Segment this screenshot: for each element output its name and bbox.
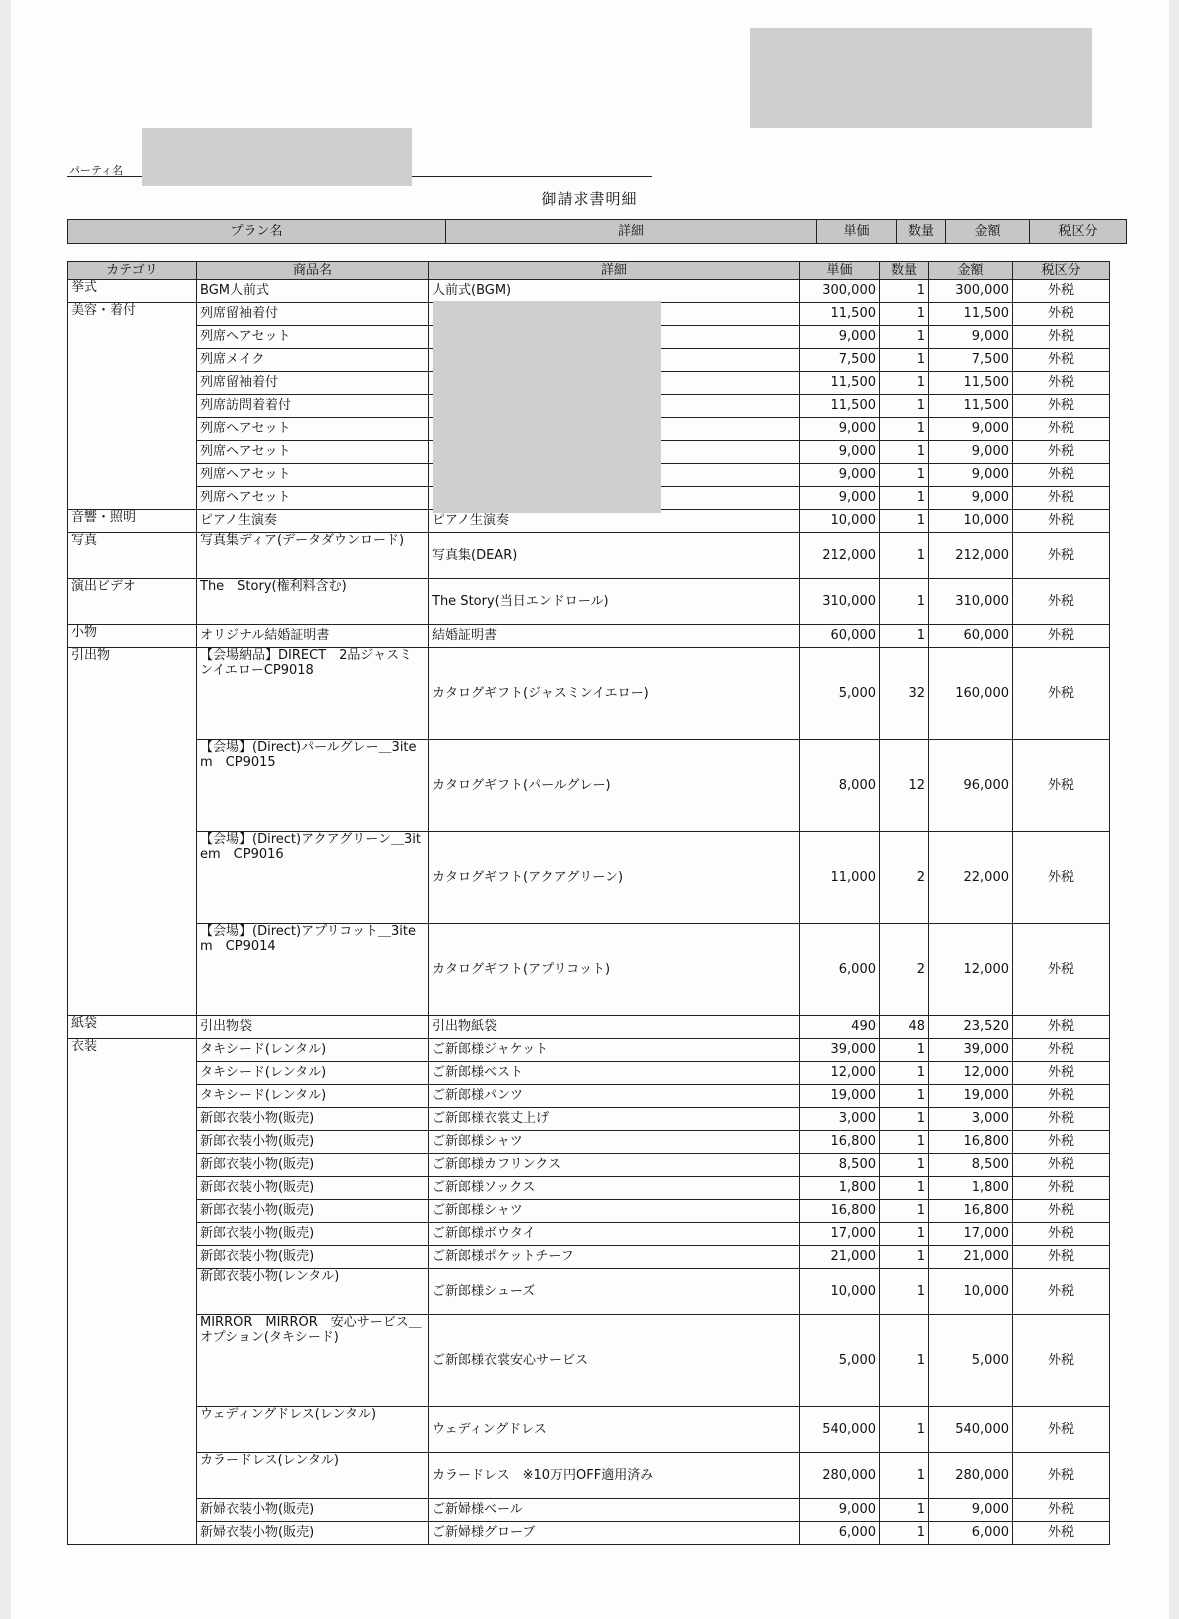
category-cell — [68, 1108, 197, 1131]
unit-price-cell: 540,000 — [800, 1407, 880, 1453]
quantity-cell: 1 — [880, 372, 929, 395]
amount-cell: 9,000 — [929, 1499, 1013, 1522]
unit-price-cell: 11,500 — [800, 395, 880, 418]
item-name-cell: 列席ヘアセット — [197, 487, 429, 510]
amount-cell: 10,000 — [929, 510, 1013, 533]
table-row — [68, 1085, 1110, 1108]
tax-type-cell: 外税 — [1013, 395, 1110, 418]
item-name-cell: 新郎衣装小物(販売) — [197, 1246, 429, 1269]
quantity-cell: 1 — [880, 1453, 929, 1499]
table-row — [68, 1499, 1110, 1522]
amount-cell: 60,000 — [929, 625, 1013, 648]
quantity-cell: 1 — [880, 280, 929, 303]
tax-type-cell: 外税 — [1013, 1108, 1110, 1131]
unit-price-cell: 9,000 — [800, 1499, 880, 1522]
table-row — [68, 1407, 1110, 1453]
tax-type-cell: 外税 — [1013, 924, 1110, 1016]
amount-cell: 7,500 — [929, 349, 1013, 372]
amount-cell: 22,000 — [929, 832, 1013, 924]
category-cell — [68, 1269, 197, 1315]
unit-price-cell: 9,000 — [800, 441, 880, 464]
tax-type-cell: 外税 — [1013, 1499, 1110, 1522]
category-cell — [68, 464, 197, 487]
plan-header-plan-name: プラン名 — [68, 220, 446, 244]
unit-price-cell: 5,000 — [800, 648, 880, 740]
item-name-cell: 【会場】(Direct)パールグレー＿3item CP9015 — [197, 740, 429, 832]
tax-type-cell: 外税 — [1013, 280, 1110, 303]
category-cell — [68, 487, 197, 510]
plan-table — [67, 219, 1127, 244]
amount-cell: 96,000 — [929, 740, 1013, 832]
quantity-cell: 1 — [880, 349, 929, 372]
amount-cell: 310,000 — [929, 579, 1013, 625]
quantity-cell: 1 — [880, 1499, 929, 1522]
category-cell — [68, 740, 197, 832]
item-name-cell: 列席ヘアセット — [197, 326, 429, 349]
tax-type-cell: 外税 — [1013, 326, 1110, 349]
amount-cell: 11,500 — [929, 395, 1013, 418]
detail-cell: 写真集(DEAR) — [429, 533, 800, 579]
item-name-cell: ピアノ生演奏 — [197, 510, 429, 533]
item-name-cell: 列席ヘアセット — [197, 418, 429, 441]
detail-cell: ご新郎様ジャケット — [429, 1039, 800, 1062]
document-title: 御請求書明細 — [541, 190, 638, 208]
quantity-cell: 1 — [880, 1407, 929, 1453]
detail-cell: ご新郎様ポケットチーフ — [429, 1246, 800, 1269]
amount-cell: 6,000 — [929, 1522, 1013, 1545]
quantity-cell: 1 — [880, 395, 929, 418]
category-cell — [68, 349, 197, 372]
tax-type-cell: 外税 — [1013, 464, 1110, 487]
quantity-cell: 1 — [880, 1522, 929, 1545]
item-name-cell: タキシード(レンタル) — [197, 1085, 429, 1108]
tax-type-cell: 外税 — [1013, 1154, 1110, 1177]
category-cell — [68, 1407, 197, 1453]
unit-price-cell: 16,800 — [800, 1200, 880, 1223]
unit-price-cell: 212,000 — [800, 533, 880, 579]
item-name-cell: 新婦衣装小物(販売) — [197, 1522, 429, 1545]
detail-cell: カタログギフト(アクアグリーン) — [429, 832, 800, 924]
item-name-cell: 新郎衣装小物(販売) — [197, 1177, 429, 1200]
category-cell — [68, 1499, 197, 1522]
category-cell — [68, 418, 197, 441]
tax-type-cell: 外税 — [1013, 1200, 1110, 1223]
item-name-cell: 列席ヘアセット — [197, 464, 429, 487]
table-row — [68, 579, 1110, 625]
category-cell — [68, 1085, 197, 1108]
category-cell — [68, 1223, 197, 1246]
unit-price-cell: 9,000 — [800, 326, 880, 349]
plan-header-price: 単価 — [817, 220, 897, 244]
quantity-cell: 1 — [880, 533, 929, 579]
unit-price-cell: 10,000 — [800, 1269, 880, 1315]
detail-cell: ご新郎様シューズ — [429, 1269, 800, 1315]
category-cell — [68, 441, 197, 464]
detail-cell: 結婚証明書 — [429, 625, 800, 648]
unit-price-cell: 280,000 — [800, 1453, 880, 1499]
table-row — [68, 924, 1110, 1016]
item-name-cell: The Story(権利料含む) — [197, 579, 429, 625]
amount-cell: 5,000 — [929, 1315, 1013, 1407]
category-cell — [68, 1315, 197, 1407]
tax-type-cell: 外税 — [1013, 510, 1110, 533]
table-row — [68, 625, 1110, 648]
item-name-cell: 新婦衣装小物(販売) — [197, 1499, 429, 1522]
category-cell — [68, 326, 197, 349]
tax-type-cell: 外税 — [1013, 832, 1110, 924]
table-row — [68, 1108, 1110, 1131]
quantity-cell: 32 — [880, 648, 929, 740]
detail-cell: 人前式(BGM) — [429, 280, 800, 303]
detail-cell: 引出物紙袋 — [429, 1016, 800, 1039]
quantity-cell: 1 — [880, 625, 929, 648]
tax-type-cell: 外税 — [1013, 1085, 1110, 1108]
quantity-cell: 1 — [880, 1269, 929, 1315]
table-row — [68, 1016, 1110, 1039]
unit-price-cell: 11,500 — [800, 303, 880, 326]
amount-cell: 17,000 — [929, 1223, 1013, 1246]
plan-header-tax: 税区分 — [1030, 220, 1127, 244]
tax-type-cell: 外税 — [1013, 648, 1110, 740]
table-row — [68, 1200, 1110, 1223]
unit-price-cell: 6,000 — [800, 924, 880, 1016]
detail-cell: カラードレス ※10万円OFF適用済み — [429, 1453, 800, 1499]
item-name-cell: オリジナル結婚証明書 — [197, 625, 429, 648]
amount-cell: 9,000 — [929, 487, 1013, 510]
amount-cell: 9,000 — [929, 441, 1013, 464]
category-cell — [68, 1200, 197, 1223]
item-name-cell: MIRROR MIRROR 安心サービス＿オプション(タキシード) — [197, 1315, 429, 1407]
tax-type-cell: 外税 — [1013, 1016, 1110, 1039]
quantity-cell: 1 — [880, 579, 929, 625]
category-cell — [68, 832, 197, 924]
amount-cell: 160,000 — [929, 648, 1013, 740]
category-cell — [68, 372, 197, 395]
detail-cell: カタログギフト(アプリコット) — [429, 924, 800, 1016]
item-name-cell: 写真集ディア(データダウンロード) — [197, 533, 429, 579]
unit-price-cell: 490 — [800, 1016, 880, 1039]
unit-price-cell: 16,800 — [800, 1131, 880, 1154]
table-row — [68, 533, 1110, 579]
plan-header-detail: 詳細 — [446, 220, 817, 244]
tax-type-cell: 外税 — [1013, 303, 1110, 326]
unit-price-cell: 9,000 — [800, 418, 880, 441]
amount-cell: 1,800 — [929, 1177, 1013, 1200]
quantity-cell: 1 — [880, 1200, 929, 1223]
quantity-cell: 2 — [880, 832, 929, 924]
tax-type-cell: 外税 — [1013, 418, 1110, 441]
detail-cell: The Story(当日エンドロール) — [429, 579, 800, 625]
detail-cell: ウェディングドレス — [429, 1407, 800, 1453]
category-cell: 紙袋 — [68, 1016, 197, 1039]
quantity-cell: 1 — [880, 1131, 929, 1154]
amount-cell: 11,500 — [929, 303, 1013, 326]
unit-price-cell: 12,000 — [800, 1062, 880, 1085]
category-cell: 写真 — [68, 533, 197, 579]
header-category: カテゴリ — [68, 262, 197, 280]
table-row — [68, 1246, 1110, 1269]
quantity-cell: 1 — [880, 1177, 929, 1200]
detail-cell: ご新郎様パンツ — [429, 1085, 800, 1108]
category-cell: 挙式 — [68, 280, 197, 303]
detail-cell: ご新婦様ベール — [429, 1499, 800, 1522]
amount-cell: 39,000 — [929, 1039, 1013, 1062]
item-name-cell: 新郎衣装小物(レンタル) — [197, 1269, 429, 1315]
table-row — [68, 1223, 1110, 1246]
amount-cell: 9,000 — [929, 326, 1013, 349]
tax-type-cell: 外税 — [1013, 372, 1110, 395]
detail-cell: ご新郎様衣裳安心サービス — [429, 1315, 800, 1407]
amount-cell: 10,000 — [929, 1269, 1013, 1315]
tax-type-cell: 外税 — [1013, 349, 1110, 372]
item-name-cell: 列席メイク — [197, 349, 429, 372]
quantity-cell: 2 — [880, 924, 929, 1016]
redacted-block-top-right — [750, 28, 1092, 128]
tax-type-cell: 外税 — [1013, 1269, 1110, 1315]
item-name-cell: 新郎衣装小物(販売) — [197, 1200, 429, 1223]
detail-cell: ご新郎様シャツ — [429, 1200, 800, 1223]
table-row — [68, 1453, 1110, 1499]
table-row — [68, 280, 1110, 303]
quantity-cell: 1 — [880, 1085, 929, 1108]
tax-type-cell: 外税 — [1013, 1407, 1110, 1453]
unit-price-cell: 11,000 — [800, 832, 880, 924]
item-name-cell: 【会場】(Direct)アクアグリーン＿3item CP9016 — [197, 832, 429, 924]
table-row — [68, 1522, 1110, 1545]
unit-price-cell: 21,000 — [800, 1246, 880, 1269]
tax-type-cell: 外税 — [1013, 1131, 1110, 1154]
tax-type-cell: 外税 — [1013, 1522, 1110, 1545]
detail-cell: ピアノ生演奏 — [429, 510, 800, 533]
table-row — [68, 832, 1110, 924]
amount-cell: 280,000 — [929, 1453, 1013, 1499]
plan-header-qty: 数量 — [897, 220, 946, 244]
amount-cell: 8,500 — [929, 1154, 1013, 1177]
quantity-cell: 48 — [880, 1016, 929, 1039]
unit-price-cell: 19,000 — [800, 1085, 880, 1108]
item-name-cell: 列席訪問着着付 — [197, 395, 429, 418]
detail-cell: ご新郎様カフリンクス — [429, 1154, 800, 1177]
table-row — [68, 1315, 1110, 1407]
unit-price-cell: 7,500 — [800, 349, 880, 372]
item-name-cell: 新郎衣装小物(販売) — [197, 1108, 429, 1131]
tax-type-cell: 外税 — [1013, 487, 1110, 510]
item-name-cell: 新郎衣装小物(販売) — [197, 1131, 429, 1154]
tax-type-cell: 外税 — [1013, 1223, 1110, 1246]
category-cell: 引出物 — [68, 648, 197, 740]
item-name-cell: 新郎衣装小物(販売) — [197, 1223, 429, 1246]
unit-price-cell: 11,500 — [800, 372, 880, 395]
tax-type-cell: 外税 — [1013, 1453, 1110, 1499]
amount-cell: 540,000 — [929, 1407, 1013, 1453]
amount-cell: 16,800 — [929, 1200, 1013, 1223]
quantity-cell: 1 — [880, 510, 929, 533]
redacted-detail-block — [433, 301, 661, 513]
unit-price-cell: 310,000 — [800, 579, 880, 625]
quantity-cell: 1 — [880, 1223, 929, 1246]
quantity-cell: 1 — [880, 464, 929, 487]
amount-cell: 300,000 — [929, 280, 1013, 303]
tax-type-cell: 外税 — [1013, 740, 1110, 832]
table-row — [68, 1154, 1110, 1177]
detail-cell: カタログギフト(パールグレー) — [429, 740, 800, 832]
quantity-cell: 1 — [880, 1108, 929, 1131]
party-name-label: パーティ名 — [69, 164, 124, 177]
item-name-cell: タキシード(レンタル) — [197, 1039, 429, 1062]
plan-header-amount: 金額 — [946, 220, 1030, 244]
unit-price-cell: 10,000 — [800, 510, 880, 533]
table-row — [68, 1177, 1110, 1200]
quantity-cell: 1 — [880, 441, 929, 464]
amount-cell: 3,000 — [929, 1108, 1013, 1131]
item-name-cell: 【会場】(Direct)アプリコット＿3item CP9014 — [197, 924, 429, 1016]
amount-cell: 12,000 — [929, 924, 1013, 1016]
category-cell — [68, 395, 197, 418]
detail-cell: ご新郎様ソックス — [429, 1177, 800, 1200]
unit-price-cell: 5,000 — [800, 1315, 880, 1407]
item-name-cell: 列席ヘアセット — [197, 441, 429, 464]
tax-type-cell: 外税 — [1013, 625, 1110, 648]
amount-cell: 11,500 — [929, 372, 1013, 395]
unit-price-cell: 9,000 — [800, 487, 880, 510]
tax-type-cell: 外税 — [1013, 579, 1110, 625]
quantity-cell: 1 — [880, 418, 929, 441]
quantity-cell: 1 — [880, 1315, 929, 1407]
category-cell — [68, 1453, 197, 1499]
item-name-cell: BGM人前式 — [197, 280, 429, 303]
tax-type-cell: 外税 — [1013, 1039, 1110, 1062]
unit-price-cell: 8,000 — [800, 740, 880, 832]
amount-cell: 23,520 — [929, 1016, 1013, 1039]
amount-cell: 21,000 — [929, 1246, 1013, 1269]
item-name-cell: タキシード(レンタル) — [197, 1062, 429, 1085]
header-tax-type: 税区分 — [1013, 262, 1110, 280]
amount-cell: 12,000 — [929, 1062, 1013, 1085]
category-cell: 美容・着付 — [68, 303, 197, 326]
header-unit-price: 単価 — [800, 262, 880, 280]
unit-price-cell: 1,800 — [800, 1177, 880, 1200]
category-cell — [68, 1062, 197, 1085]
amount-cell: 19,000 — [929, 1085, 1013, 1108]
table-row — [68, 740, 1110, 832]
amount-cell: 16,800 — [929, 1131, 1013, 1154]
header-detail: 詳細 — [429, 262, 800, 280]
tax-type-cell: 外税 — [1013, 1315, 1110, 1407]
amount-cell: 9,000 — [929, 464, 1013, 487]
item-name-cell: ウェディングドレス(レンタル) — [197, 1407, 429, 1453]
tax-type-cell: 外税 — [1013, 1062, 1110, 1085]
unit-price-cell: 300,000 — [800, 280, 880, 303]
quantity-cell: 1 — [880, 1154, 929, 1177]
category-cell — [68, 1131, 197, 1154]
header-amount: 金額 — [929, 262, 1013, 280]
quantity-cell: 1 — [880, 1246, 929, 1269]
unit-price-cell: 39,000 — [800, 1039, 880, 1062]
quantity-cell: 1 — [880, 303, 929, 326]
category-cell — [68, 924, 197, 1016]
category-cell: 音響・照明 — [68, 510, 197, 533]
category-cell: 演出ビデオ — [68, 579, 197, 625]
table-row — [68, 1062, 1110, 1085]
amount-cell: 9,000 — [929, 418, 1013, 441]
unit-price-cell: 9,000 — [800, 464, 880, 487]
tax-type-cell: 外税 — [1013, 441, 1110, 464]
table-row — [68, 648, 1110, 740]
item-name-cell: 引出物袋 — [197, 1016, 429, 1039]
quantity-cell: 12 — [880, 740, 929, 832]
table-row — [68, 1269, 1110, 1315]
detail-cell: ご新郎様ボウタイ — [429, 1223, 800, 1246]
quantity-cell: 1 — [880, 1062, 929, 1085]
detail-cell: ご新郎様ベスト — [429, 1062, 800, 1085]
quantity-cell: 1 — [880, 1039, 929, 1062]
tax-type-cell: 外税 — [1013, 1246, 1110, 1269]
detail-cell: ご新郎様衣裳丈上げ — [429, 1108, 800, 1131]
quantity-cell: 1 — [880, 326, 929, 349]
detail-cell: カタログギフト(ジャスミンイエロー) — [429, 648, 800, 740]
header-item-name: 商品名 — [197, 262, 429, 280]
redacted-party-name — [142, 128, 412, 186]
tax-type-cell: 外税 — [1013, 1177, 1110, 1200]
category-cell — [68, 1154, 197, 1177]
tax-type-cell: 外税 — [1013, 533, 1110, 579]
amount-cell: 212,000 — [929, 533, 1013, 579]
category-cell — [68, 1177, 197, 1200]
category-cell — [68, 1522, 197, 1545]
unit-price-cell: 6,000 — [800, 1522, 880, 1545]
unit-price-cell: 3,000 — [800, 1108, 880, 1131]
unit-price-cell: 17,000 — [800, 1223, 880, 1246]
unit-price-cell: 60,000 — [800, 625, 880, 648]
item-name-cell: 【会場納品】DIRECT 2品ジャスミンイエローCP9018 — [197, 648, 429, 740]
category-cell — [68, 1246, 197, 1269]
item-name-cell: 新郎衣装小物(販売) — [197, 1154, 429, 1177]
detail-cell: ご新郎様シャツ — [429, 1131, 800, 1154]
table-row — [68, 1039, 1110, 1062]
detail-cell: ご新婦様グローブ — [429, 1522, 800, 1545]
table-row — [68, 1131, 1110, 1154]
item-name-cell: カラードレス(レンタル) — [197, 1453, 429, 1499]
header-quantity: 数量 — [880, 262, 929, 280]
item-name-cell: 列席留袖着付 — [197, 372, 429, 395]
item-name-cell: 列席留袖着付 — [197, 303, 429, 326]
unit-price-cell: 8,500 — [800, 1154, 880, 1177]
quantity-cell: 1 — [880, 487, 929, 510]
category-cell: 衣装 — [68, 1039, 197, 1062]
category-cell: 小物 — [68, 625, 197, 648]
